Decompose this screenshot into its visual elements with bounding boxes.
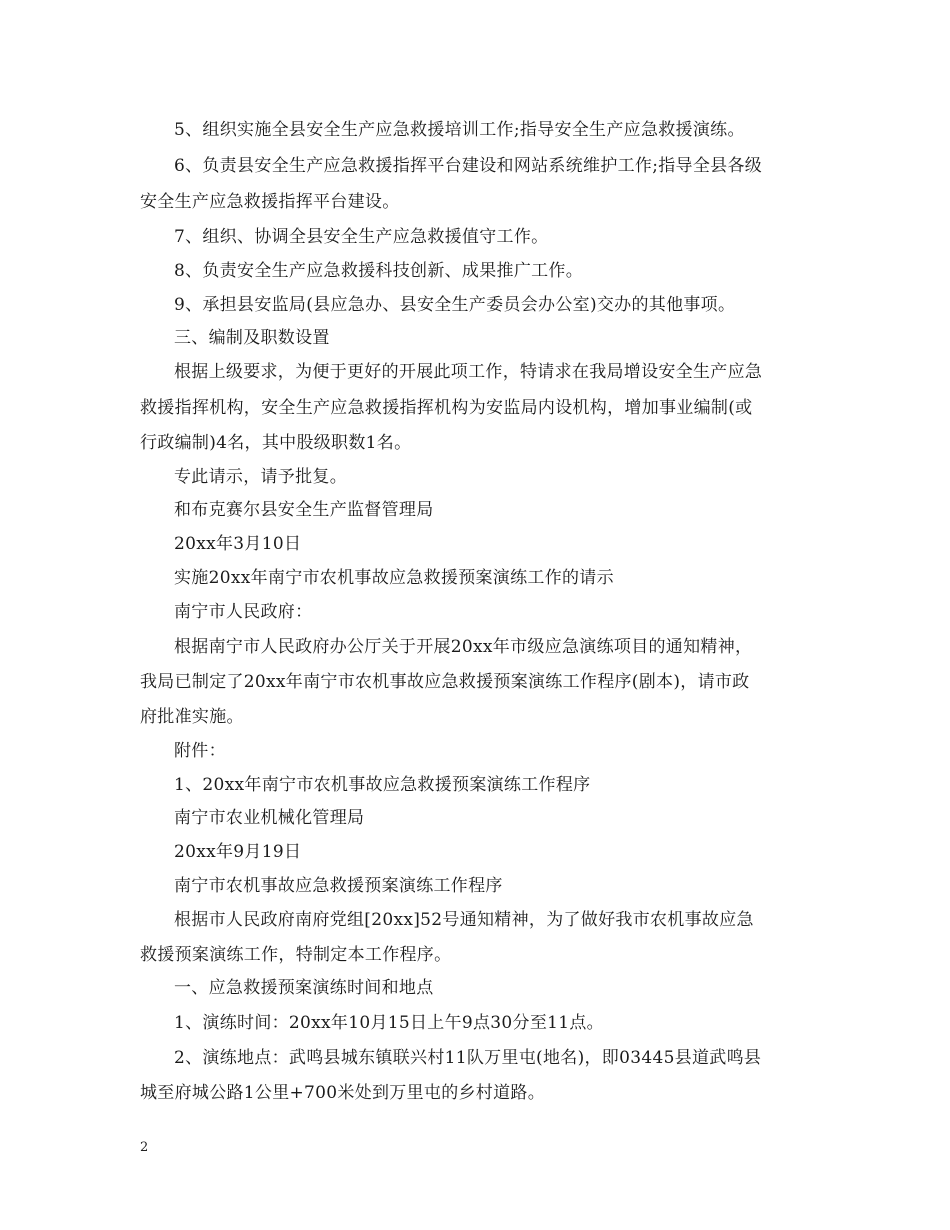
line-29: 城至府城公路1公里+700米处到万里屯的乡村道路。	[140, 1083, 546, 1103]
line-2: 6、负责县安全生产应急救援指挥平台建设和网站系统维护工作;指导全县各级	[174, 156, 763, 176]
line-16: 根据南宁市人民政府办公厅关于开展20xx年市级应急演练项目的通知精神，	[174, 637, 753, 657]
procedure-title: 南宁市农机事故应急救援预案演练工作程序	[174, 876, 503, 896]
date-1: 20xx年3月10日	[174, 534, 302, 554]
line-17: 我局已制定了20xx年南宁市农机事故应急救援预案演练工作程序(剧本)，请市政	[140, 672, 750, 692]
line-9: 救援指挥机构，安全生产应急救援指挥机构为安监局内设机构，增加事业编制(或	[140, 398, 753, 418]
section-heading-3: 三、编制及职数设置	[174, 328, 330, 348]
line-3: 安全生产应急救援指挥平台建设。	[140, 192, 400, 212]
line-24: 根据市人民政府南府党组[20xx]52号通知精神，为了做好我市农机事故应急	[174, 910, 754, 930]
section-heading-1: 一、应急救援预案演练时间和地点	[174, 978, 434, 998]
attachment-item-1: 1、20xx年南宁市农机事故应急救援预案演练工作程序	[174, 775, 591, 795]
line-10: 行政编制)4名，其中股级职数1名。	[140, 433, 412, 453]
signature-org-2: 南宁市农业机械化管理局	[174, 808, 365, 828]
line-4: 7、组织、协调全县安全生产应急救援值守工作。	[174, 227, 549, 247]
line-11: 专此请示，请予批复。	[174, 467, 347, 487]
addressee: 南宁市人民政府：	[174, 602, 313, 622]
line-18: 府批准实施。	[140, 707, 244, 727]
line-28: 2、演练地点：武鸣县城东镇联兴村11队万里屯(地名)，即03445县道武鸣县	[174, 1048, 762, 1068]
signature-org-1: 和布克赛尔县安全生产监督管理局	[174, 500, 434, 520]
line-5: 8、负责安全生产应急救援科技创新、成果推广工作。	[174, 261, 584, 281]
line-25: 救援预案演练工作，特制定本工作程序。	[140, 945, 452, 965]
attachment-label: 附件：	[174, 741, 226, 761]
line-8: 根据上级要求，为便于更好的开展此项工作，特请求在我局增设安全生产应急	[174, 362, 763, 382]
line-1: 5、组织实施全县安全生产应急救援培训工作;指导安全生产应急救援演练。	[174, 120, 745, 140]
line-27: 1、演练时间：20xx年10月15日上午9点30分至11点。	[174, 1013, 604, 1033]
request-title: 实施20xx年南宁市农机事故应急救援预案演练工作的请示	[174, 568, 614, 588]
line-6: 9、承担县安监局(县应急办、县安全生产委员会办公室)交办的其他事项。	[174, 295, 736, 315]
date-2: 20xx年9月19日	[174, 842, 302, 862]
page-number: 2	[140, 1140, 149, 1155]
